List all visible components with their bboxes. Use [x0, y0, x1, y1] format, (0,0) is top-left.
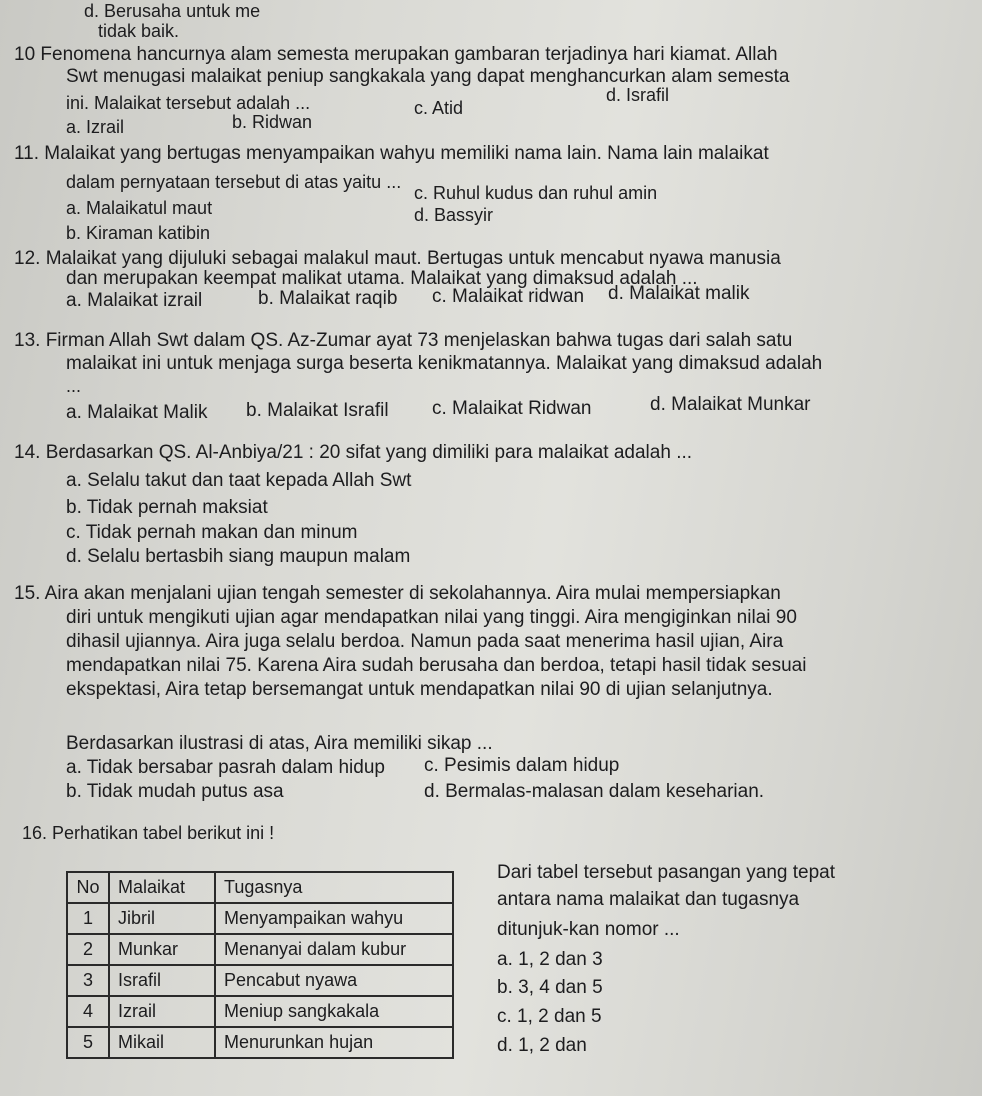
q12-text-line-1: 12. Malaikat yang dijuluki sebagai malakul maut. Bertugas untuk mencabut nyawa manusia: [14, 248, 781, 269]
table-row: [67, 934, 453, 965]
q12-option-a[interactable]: a. Malaikat izrail: [66, 290, 203, 311]
table-cell-tugas: Meniup sangkakala: [215, 996, 453, 1027]
prev-option-d-continued: tidak baik.: [98, 21, 180, 41]
q15-text-line-4: mendapatkan nilai 75. Karena Aira sudah berusaha dan berdoa, tetapi hasil tidak sesuai: [66, 655, 807, 676]
q13-text-line-3: ...: [66, 376, 82, 396]
q13-option-c[interactable]: c. Malaikat Ridwan: [432, 398, 592, 419]
q13-option-b[interactable]: b. Malaikat Israfil: [246, 400, 389, 421]
q15-text-line-5: ekspektasi, Aira tetap bersemangat untuk mendapatkan nilai 90 di ujian selanjutnya.: [66, 679, 773, 700]
q16-option-a[interactable]: a. 1, 2 dan 3: [497, 949, 603, 970]
table-cell-no: 5: [67, 1027, 109, 1058]
table-cell-malaikat: Munkar: [109, 934, 215, 965]
q12-option-c[interactable]: c. Malaikat ridwan: [432, 286, 585, 307]
q13-text-line-1: 13. Firman Allah Swt dalam QS. Az-Zumar ayat 73 menjelaskan bahwa tugas dari salah satu: [14, 330, 793, 351]
table-cell-no: 4: [67, 996, 109, 1027]
q15-option-c[interactable]: c. Pesimis dalam hidup: [424, 755, 620, 776]
q16-option-d[interactable]: d. 1, 2 dan: [497, 1035, 587, 1056]
q13-text-line-2: malaikat ini untuk menjaga surga beserta kenikmatannya. Malaikat yang dimaksud adalah: [66, 353, 823, 374]
table-header-no: No: [67, 872, 109, 903]
q15-text-line-1: 15. Aira akan menjalani ujian tengah semester di sekolahannya. Aira mulai mempersiapkan: [14, 583, 781, 604]
q11-text-line-1: 11. Malaikat yang bertugas menyampaikan wahyu memiliki nama lain. Nama lain malaikat: [14, 143, 769, 164]
q12-option-b[interactable]: b. Malaikat raqib: [258, 288, 398, 309]
table-cell-tugas: Menurunkan hujan: [215, 1027, 453, 1058]
q12-text-line-2: dan merupakan keempat malikat utama. Malaikat yang dimaksud adalah ...: [66, 268, 698, 289]
q15-option-b[interactable]: b. Tidak mudah putus asa: [66, 781, 284, 802]
table-cell-malaikat: Mikail: [109, 1027, 215, 1058]
q16-option-c[interactable]: c. 1, 2 dan 5: [497, 1006, 602, 1027]
table-cell-malaikat: Izrail: [109, 996, 215, 1027]
q14-option-a[interactable]: a. Selalu takut dan taat kepada Allah Swt: [66, 470, 412, 491]
q12-option-d[interactable]: d. Malaikat malik: [608, 283, 750, 304]
table-row: [67, 903, 453, 934]
q10-option-c[interactable]: c. Atid: [414, 98, 464, 118]
q10-option-d[interactable]: d. Israfil: [606, 85, 670, 105]
table-cell-no: 3: [67, 965, 109, 996]
table-cell-no: 1: [67, 903, 109, 934]
table-cell-tugas: Pencabut nyawa: [215, 965, 453, 996]
table-row: [67, 1027, 453, 1058]
table-cell-no: 2: [67, 934, 109, 965]
table-cell-malaikat: Jibril: [109, 903, 215, 934]
table-row: [67, 996, 453, 1027]
q16-text-line-2: Dari tabel tersebut pasangan yang tepat: [497, 862, 836, 883]
q13-option-a[interactable]: a. Malaikat Malik: [66, 402, 208, 423]
q13-option-d[interactable]: d. Malaikat Munkar: [650, 394, 811, 415]
table-cell-tugas: Menyampaikan wahyu: [215, 903, 453, 934]
table-header-tugasnya: Tugasnya: [215, 872, 453, 903]
table-row: [67, 965, 453, 996]
table-cell-tugas: Menanyai dalam kubur: [215, 934, 453, 965]
q16-option-b[interactable]: b. 3, 4 dan 5: [497, 977, 603, 998]
q16-text-line-3: antara nama malaikat dan tugasnya: [497, 889, 800, 910]
q16-text-line-1: 16. Perhatikan tabel berikut ini !: [22, 823, 275, 843]
table-header-row: [67, 872, 453, 903]
q15-text-line-3: dihasil ujiannya. Aira juga selalu berdoa. Namun pada saat menerima hasil ujian, Aira: [66, 631, 784, 652]
q14-option-b[interactable]: b. Tidak pernah maksiat: [66, 497, 268, 518]
table-cell-malaikat: Israfil: [109, 965, 215, 996]
q11-option-c[interactable]: c. Ruhul kudus dan ruhul amin: [414, 183, 658, 203]
q16-text-line-4: ditunjuk-kan nomor ...: [497, 919, 680, 940]
q10-option-a[interactable]: a. Izrail: [66, 117, 125, 137]
q15-option-d[interactable]: d. Bermalas-malasan dalam keseharian.: [424, 781, 765, 802]
q14-option-d[interactable]: d. Selalu bertasbih siang maupun malam: [66, 546, 411, 567]
q10-text-line-3: ini. Malaikat tersebut adalah ...: [66, 93, 311, 113]
q10-option-b[interactable]: b. Ridwan: [232, 112, 313, 132]
prev-option-d: d. Berusaha untuk me: [84, 1, 261, 21]
table-header-malaikat: Malaikat: [109, 872, 215, 903]
q14-text-line-1: 14. Berdasarkan QS. Al-Anbiya/21 : 20 sifat yang dimiliki para malaikat adalah ...: [14, 442, 693, 463]
q15-option-a[interactable]: a. Tidak bersabar pasrah dalam hidup: [66, 757, 385, 778]
malaikat-table: [66, 871, 454, 1059]
q15-text-line-2: diri untuk mengikuti ujian agar mendapatkan nilai yang tinggi. Aira mengiginkan nilai 90: [66, 607, 797, 628]
q11-option-d[interactable]: d. Bassyir: [414, 205, 494, 225]
q11-option-a[interactable]: a. Malaikatul maut: [66, 198, 213, 218]
q11-option-b[interactable]: b. Kiraman katibin: [66, 223, 211, 243]
q11-text-line-2: dalam pernyataan tersebut di atas yaitu ...: [66, 172, 402, 192]
q10-text-line-2: Swt menugasi malaikat peniup sangkakala yang dapat menghancurkan alam semesta: [66, 66, 790, 87]
q15-text-line-6: Berdasarkan ilustrasi di atas, Aira memiliki sikap ...: [66, 733, 493, 754]
q10-text-line-1: 10 Fenomena hancurnya alam semesta merupakan gambaran terjadinya hari kiamat. Allah: [14, 44, 778, 65]
q14-option-c[interactable]: c. Tidak pernah makan dan minum: [66, 522, 358, 543]
